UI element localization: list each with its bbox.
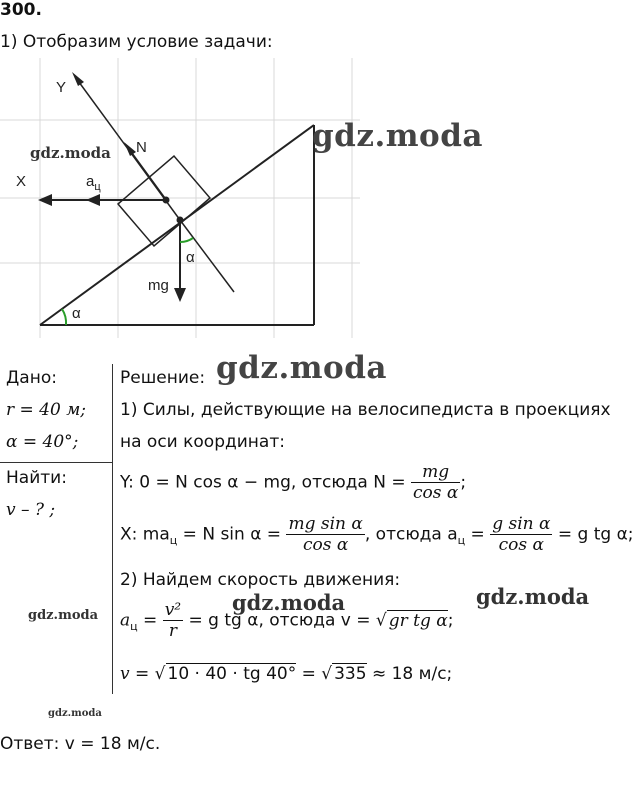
column-divider bbox=[112, 364, 113, 694]
y-projection-equation: Y: 0 = N cos α − mg, отсюда N = $\frac{mg}{\text{cos α}}$ ; bbox=[120, 462, 467, 503]
given-radius: r = 40 м; bbox=[6, 400, 87, 420]
watermark-left: gdz.moda bbox=[30, 144, 111, 162]
watermark-top: gdz.moda bbox=[312, 118, 483, 154]
velocity-calculation: v = √ 10 · 40 · tg 40° = √ 335 ≈ 18 м/с; bbox=[120, 664, 453, 684]
x-projection-equation: X: $ma_ц = N$ sin α = $\frac{\text{mg sin α}}{\text{cos α}}$ , отсюда $a_ц$ = $\frac{\text{g sin α}}{\text{cos α}}$ = g tg α; bbox=[120, 514, 634, 555]
solution-step-1a: 1) Силы, действующие на велосипедиста в проекциях bbox=[120, 400, 611, 420]
centripetal-equation: $a_ц$ = $\frac{\text{v²}}{r}$ = g tg α, отсюда v = √ gr tg α; bbox=[120, 600, 454, 641]
find-velocity: v – ? ; bbox=[6, 500, 56, 520]
angle-arc-weight bbox=[180, 238, 193, 242]
normal-force-arrow bbox=[124, 142, 136, 156]
weight-arrow bbox=[174, 288, 186, 302]
acceleration-arrow bbox=[86, 194, 100, 206]
contact-point bbox=[177, 217, 184, 224]
find-title: Найти: bbox=[6, 468, 67, 488]
solution-step-1b: на оси координат: bbox=[120, 432, 285, 452]
watermark-right-lower: gdz.moda bbox=[476, 584, 590, 609]
angle-label-incline: α bbox=[72, 305, 81, 322]
given-angle: α = 40°; bbox=[6, 432, 79, 452]
problem-number: 300. bbox=[0, 0, 42, 20]
y-axis-label: Y bbox=[56, 79, 67, 96]
watermark-center-lower: gdz.moda bbox=[232, 590, 346, 615]
y-axis-arrow bbox=[72, 72, 84, 86]
normal-force-label: N bbox=[136, 139, 147, 156]
watermark-bottom: gdz.moda bbox=[48, 708, 102, 719]
watermark-middle: gdz.moda bbox=[216, 350, 387, 386]
normal-force-vector bbox=[128, 148, 166, 200]
acceleration-label: $a_ц$ bbox=[86, 173, 101, 193]
answer: Ответ: v = 18 м/с. bbox=[0, 734, 161, 754]
angle-label-weight: α bbox=[186, 249, 195, 266]
weight-label: mg bbox=[148, 277, 169, 294]
given-title: Дано: bbox=[6, 368, 57, 388]
solution-step-2: 2) Найдем скорость движения: bbox=[120, 570, 401, 590]
watermark-left-lower: gdz.moda bbox=[28, 608, 99, 623]
given-divider bbox=[0, 462, 112, 463]
angle-arc-incline bbox=[62, 309, 66, 325]
step-1-heading: 1) Отобразим условие задачи: bbox=[0, 32, 273, 52]
x-axis-label: X bbox=[16, 173, 27, 190]
solution-title: Решение: bbox=[120, 368, 206, 388]
body-center-point bbox=[163, 197, 170, 204]
force-diagram bbox=[0, 58, 618, 358]
